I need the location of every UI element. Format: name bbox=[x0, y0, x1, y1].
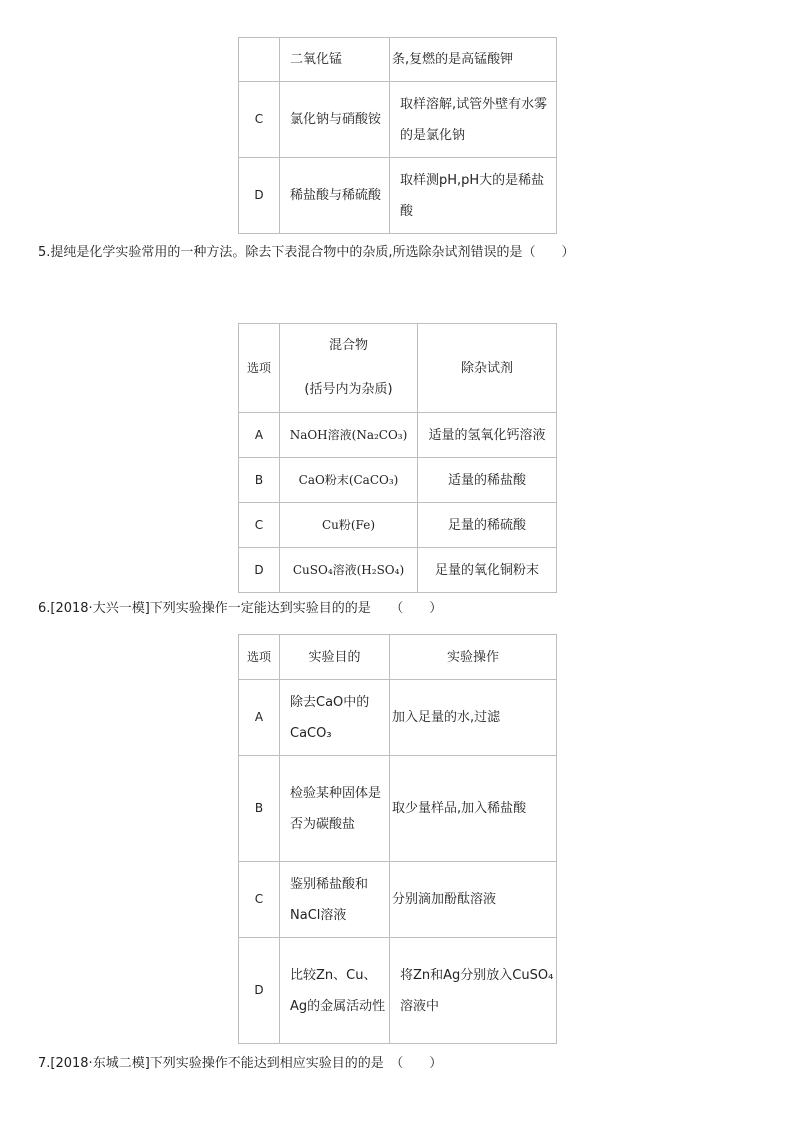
table-row bbox=[239, 82, 557, 158]
table-row bbox=[239, 938, 557, 1044]
table-purification bbox=[238, 323, 557, 593]
table-row bbox=[239, 413, 557, 458]
table-row bbox=[239, 680, 557, 756]
mix-cell: CaO粉末(CaCO₃) bbox=[280, 458, 418, 503]
option-cell: D bbox=[239, 548, 280, 593]
method-cell: 条,复燃的是高锰酸钾 bbox=[390, 38, 557, 82]
question-5: 5.提纯是化学实验常用的一种方法。除去下表混合物中的杂质,所选除杂试剂错误的是（ ） bbox=[38, 245, 575, 260]
operation-cell: 取少量样品,加入稀盐酸 bbox=[390, 756, 557, 862]
mix-cell: 二氧化锰 bbox=[280, 38, 390, 82]
mix-cell: CuSO₄溶液(H₂SO₄) bbox=[280, 548, 418, 593]
option-cell: B bbox=[239, 756, 280, 862]
operation-cell: 将Zn和Ag分别放入CuSO₄溶液中 bbox=[390, 938, 557, 1044]
reagent-cell: 足量的稀硫酸 bbox=[418, 503, 557, 548]
operation-cell: 分别滴加酚酞溶液 bbox=[390, 862, 557, 938]
option-cell bbox=[239, 38, 280, 82]
operation-cell: 加入足量的水,过滤 bbox=[390, 680, 557, 756]
header-operation: 实验操作 bbox=[390, 635, 557, 680]
method-cell: 取样溶解,试管外壁有水雾的是氯化钠 bbox=[390, 82, 557, 158]
header-purpose: 实验目的 bbox=[280, 635, 390, 680]
option-cell: B bbox=[239, 458, 280, 503]
header-option: 选项 bbox=[239, 324, 280, 413]
table-header-row bbox=[239, 324, 557, 413]
reagent-cell: 适量的氢氧化钙溶液 bbox=[418, 413, 557, 458]
header-reagent: 除杂试剂 bbox=[418, 324, 557, 413]
option-cell: D bbox=[239, 158, 280, 234]
table-row bbox=[239, 548, 557, 593]
mix-cell: Cu粉(Fe) bbox=[280, 503, 418, 548]
question-6: 6.[2018·大兴一模]下列实验操作一定能达到实验目的的是 （ ） bbox=[38, 601, 443, 616]
option-cell: C bbox=[239, 862, 280, 938]
option-cell: A bbox=[239, 680, 280, 756]
purpose-cell: 鉴别稀盐酸和NaCl溶液 bbox=[280, 862, 390, 938]
header-mix-line1: 混合物 bbox=[328, 338, 368, 353]
table-identification bbox=[238, 37, 557, 234]
option-cell: C bbox=[239, 503, 280, 548]
purpose-cell: 检验某种固体是否为碳酸盐 bbox=[280, 756, 390, 862]
table-row bbox=[239, 503, 557, 548]
table-header-row bbox=[239, 635, 557, 680]
option-cell: A bbox=[239, 413, 280, 458]
option-cell: C bbox=[239, 82, 280, 158]
purpose-cell: 除去CaO中的CaCO₃ bbox=[280, 680, 390, 756]
reagent-cell: 足量的氧化铜粉末 bbox=[418, 548, 557, 593]
reagent-cell: 适量的稀盐酸 bbox=[418, 458, 557, 503]
mix-cell: 氯化钠与硝酸铵 bbox=[280, 82, 390, 158]
table-row bbox=[239, 756, 557, 862]
table-row bbox=[239, 458, 557, 503]
header-mix-line2: (括号内为杂质) bbox=[304, 382, 393, 397]
mix-cell: 稀盐酸与稀硫酸 bbox=[280, 158, 390, 234]
header-mix bbox=[280, 324, 418, 413]
purpose-cell: 比较Zn、Cu、Ag的金属活动性 bbox=[280, 938, 390, 1044]
table-experiment bbox=[238, 634, 557, 1044]
table-row bbox=[239, 38, 557, 82]
option-cell: D bbox=[239, 938, 280, 1044]
question-7: 7.[2018·东城二模]下列实验操作不能达到相应实验目的的是 （ ） bbox=[38, 1056, 443, 1071]
table-row bbox=[239, 158, 557, 234]
mix-cell: NaOH溶液(Na₂CO₃) bbox=[280, 413, 418, 458]
header-option: 选项 bbox=[239, 635, 280, 680]
method-cell: 取样测pH,pH大的是稀盐酸 bbox=[390, 158, 557, 234]
table-row bbox=[239, 862, 557, 938]
